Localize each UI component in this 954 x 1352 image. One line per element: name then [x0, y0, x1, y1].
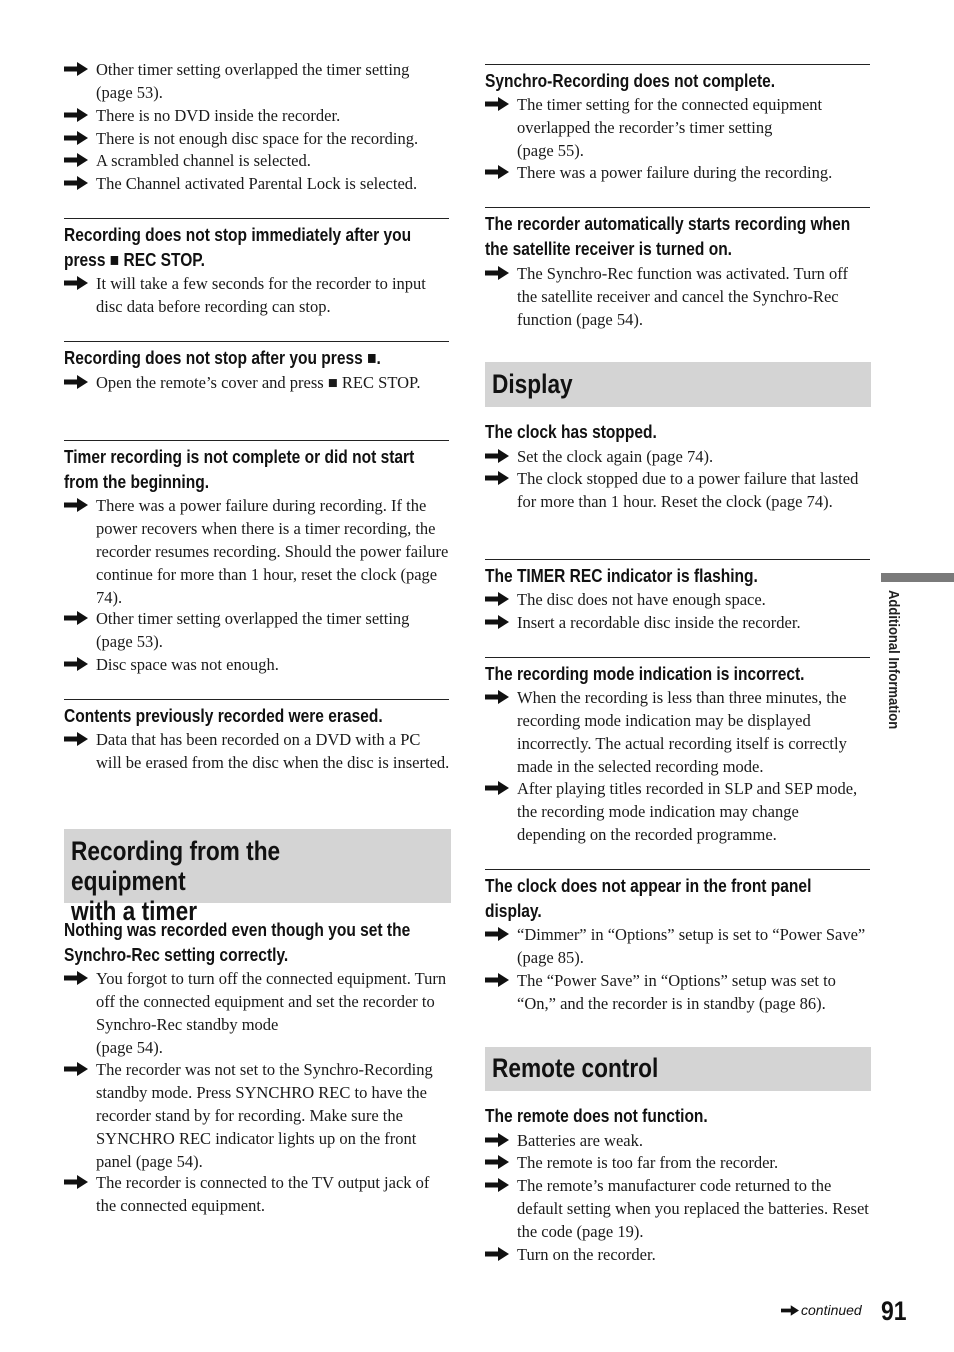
- divider: [485, 657, 870, 658]
- arrow-right-icon: [485, 266, 509, 280]
- list-item: Batteries are weak.: [485, 1129, 871, 1152]
- list-item: The remote’s manufacturer code returned to the default setting when you replaced the batteries. Reset the code (page 19).: [485, 1174, 871, 1243]
- question-heading: The clock has stopped.: [485, 421, 657, 442]
- arrow-right-icon: [64, 62, 88, 76]
- arrow-right-icon: [485, 1155, 509, 1169]
- arrow-right-icon: [485, 1133, 509, 1147]
- arrow-right-icon: [64, 498, 88, 512]
- divider: [64, 699, 449, 700]
- question-heading: The recorder automatically starts recording when the satellite receiver is turned on.: [485, 213, 851, 259]
- arrow-right-icon: [485, 615, 509, 629]
- list-item: When the recording is less than three minutes, the recording mode indication may be displayed incorrectly. The actual recording itself is correctly made in the selected recording mode.: [485, 686, 871, 778]
- arrow-right-icon: [485, 927, 509, 941]
- arrow-right-icon: [64, 108, 88, 122]
- question-heading: Contents previously recorded were erased.: [64, 705, 383, 726]
- arrow-right-icon: [781, 1305, 799, 1316]
- arrow-right-icon: [64, 1175, 88, 1189]
- continued-note: [781, 1302, 862, 1318]
- arrow-right-icon: [485, 781, 509, 795]
- list-item: There is no DVD inside the recorder.: [64, 104, 450, 127]
- side-tab: [885, 590, 907, 760]
- section-heading-band: [485, 1047, 871, 1091]
- section-title: Display: [492, 369, 573, 399]
- list-item: There is not enough disc space for the recording.: [64, 127, 450, 150]
- list-item: “Dimmer” in “Options” setup is set to “Power Save” (page 85).: [485, 923, 871, 969]
- question-heading: The remote does not function.: [485, 1105, 708, 1126]
- question-heading: Synchro-Recording does not complete.: [485, 70, 776, 91]
- list-item: Data that has been recorded on a DVD with a PC will be erased from the disc when the disc is inserted.: [64, 728, 450, 774]
- list-item: The Synchro-Rec function was activated. Turn off the satellite receiver and cancel the Synchro-Rec function (page 54).: [485, 262, 871, 331]
- arrow-right-icon: [64, 657, 88, 671]
- list-item: Other timer setting overlapped the timer setting (page 53).: [64, 58, 450, 104]
- question-heading: The clock does not appear in the front panel display.: [485, 875, 812, 921]
- section-title: Recording from the equipment with a timer: [71, 836, 281, 926]
- question-heading: Recording does not stop after you press ■.: [64, 347, 381, 368]
- side-tab-bar: [881, 573, 954, 582]
- list-item: The clock stopped due to a power failure that lasted for more than 1 hour. Reset the clock (page 74).: [485, 467, 871, 513]
- arrow-right-icon: [485, 1247, 509, 1261]
- question-heading: The recording mode indication is incorrect.: [485, 663, 805, 684]
- divider: [485, 559, 870, 560]
- list-item: The “Power Save” in “Options” setup was set to “On,” and the recorder is in standby (page 86).: [485, 969, 871, 1015]
- section-heading-band: [64, 829, 451, 926]
- question-heading: Nothing was recorded even though you set the Synchro-Rec setting correctly.: [64, 919, 411, 965]
- list-item: Other timer setting overlapped the timer setting (page 53).: [64, 607, 450, 653]
- arrow-right-icon: [485, 1178, 509, 1192]
- section-title: Remote control: [492, 1053, 659, 1083]
- list-item: After playing titles recorded in SLP and SEP mode, the recording mode indication may change depending on the recorded programme.: [485, 777, 871, 846]
- arrow-right-icon: [64, 153, 88, 167]
- arrow-right-icon: [64, 131, 88, 145]
- list-item: Disc space was not enough.: [64, 653, 450, 676]
- arrow-right-icon: [485, 165, 509, 179]
- list-item: There was a power failure during the recording.: [485, 161, 871, 184]
- list-item: Open the remote’s cover and press ■ REC STOP.: [64, 371, 450, 394]
- arrow-right-icon: [485, 97, 509, 111]
- divider: [485, 869, 870, 870]
- arrow-right-icon: [64, 732, 88, 746]
- arrow-right-icon: [64, 375, 88, 389]
- list-item: The recorder is connected to the TV output jack of the connected equipment.: [64, 1171, 450, 1217]
- divider: [64, 440, 449, 441]
- list-item: The timer setting for the connected equipment overlapped the recorder’s timer setting (page 55).: [485, 93, 871, 162]
- divider: [485, 64, 870, 65]
- list-item: The Channel activated Parental Lock is selected.: [64, 172, 450, 195]
- list-item: You forgot to turn off the connected equipment. Turn off the connected equipment and set the recorder to Synchro-Rec standby mode (page 54).: [64, 967, 450, 1059]
- list-item: Insert a recordable disc inside the recorder.: [485, 611, 871, 634]
- continued-label: continued: [801, 1302, 862, 1318]
- arrow-right-icon: [64, 176, 88, 190]
- list-item: Set the clock again (page 74).: [485, 445, 871, 468]
- arrow-right-icon: [64, 611, 88, 625]
- question-heading: Recording does not stop immediately after you press ■ REC STOP.: [64, 224, 412, 270]
- question-heading: Timer recording is not complete or did not start from the beginning.: [64, 446, 415, 492]
- side-tab-label: Additional Information: [885, 590, 901, 730]
- question-heading: The TIMER REC indicator is flashing.: [485, 565, 758, 586]
- arrow-right-icon: [64, 276, 88, 290]
- page-number: 91: [881, 1296, 907, 1326]
- list-item: The recorder was not set to the Synchro-Recording standby mode. Press SYNCHRO REC to have the recorder stand by for recording. Make sure the SYNCHRO REC indicator lights up on the front panel (page 54).: [64, 1058, 450, 1173]
- arrow-right-icon: [64, 1062, 88, 1076]
- divider: [64, 218, 449, 219]
- arrow-right-icon: [485, 592, 509, 606]
- arrow-right-icon: [485, 471, 509, 485]
- arrow-right-icon: [485, 449, 509, 463]
- arrow-right-icon: [64, 971, 88, 985]
- list-item: Turn on the recorder.: [485, 1243, 871, 1266]
- divider: [485, 207, 870, 208]
- list-item: It will take a few seconds for the recorder to input disc data before recording can stop.: [64, 272, 450, 318]
- list-item: There was a power failure during recording. If the power recovers when there is a timer recording, the recorder resumes recording. Should the power failure continue for more than 1 hour, reset the clock (page 74).: [64, 494, 450, 609]
- list-item: The remote is too far from the recorder.: [485, 1151, 871, 1174]
- section-heading-band: [485, 362, 871, 407]
- list-item: A scrambled channel is selected.: [64, 149, 450, 172]
- list-item: The disc does not have enough space.: [485, 588, 871, 611]
- divider: [64, 341, 449, 342]
- arrow-right-icon: [485, 690, 509, 704]
- arrow-right-icon: [485, 973, 509, 987]
